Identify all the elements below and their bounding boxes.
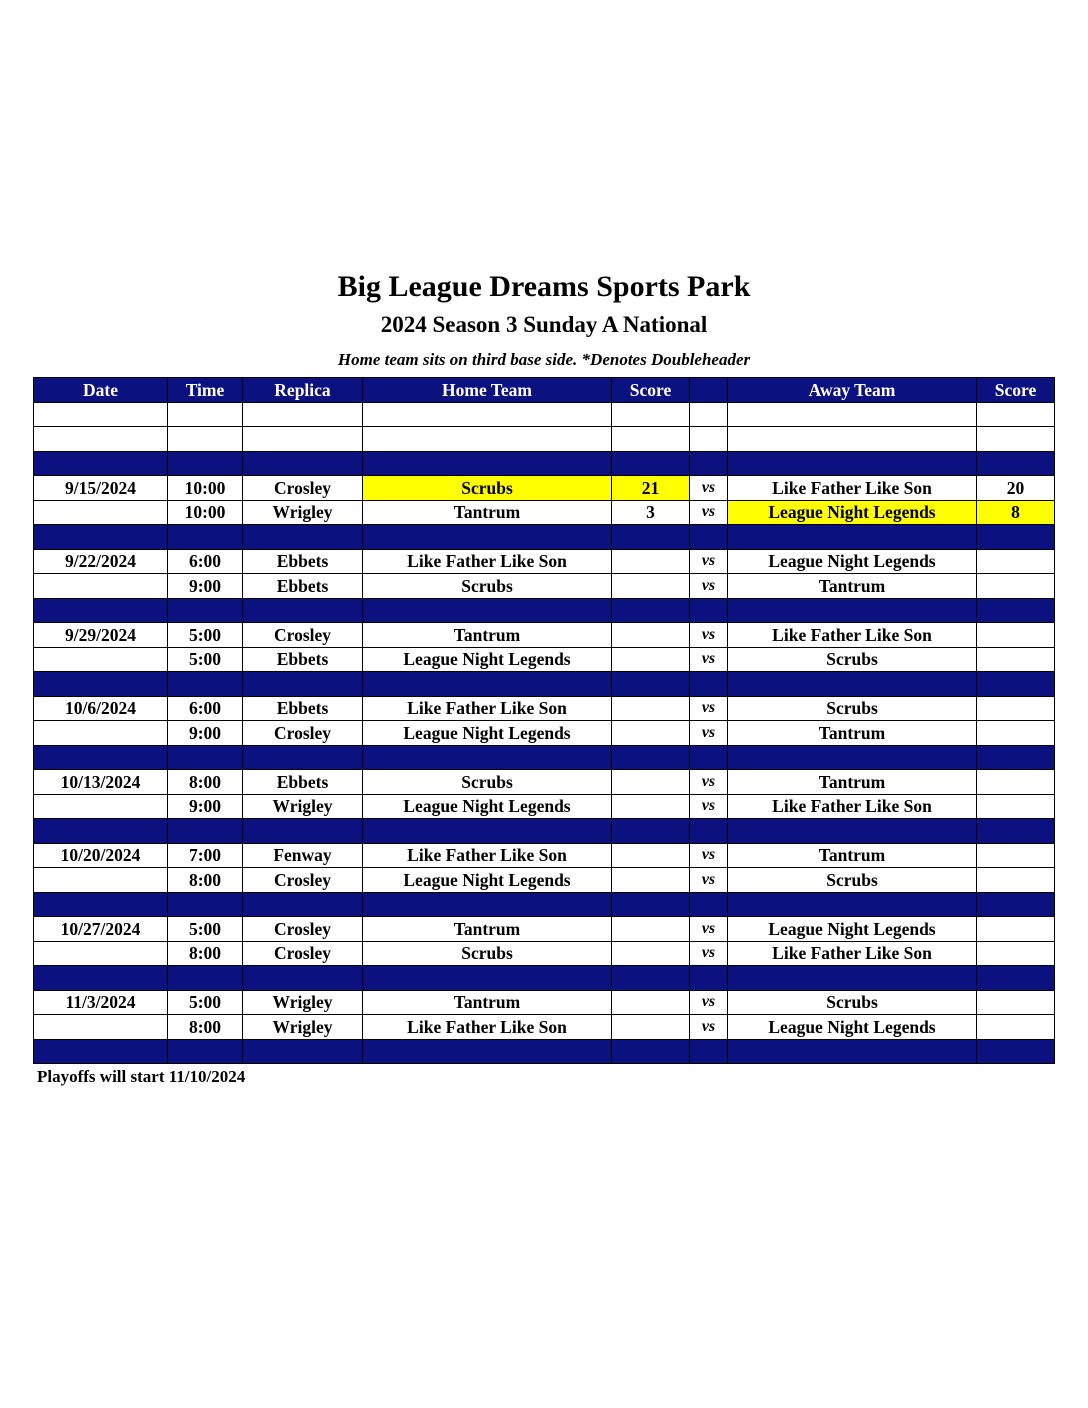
away-team-cell: Like Father Like Son [728,476,977,501]
replica-cell: Crosley [243,917,363,942]
empty-cell [363,598,612,623]
empty-cell [977,672,1055,697]
vs-cell: vs [690,500,728,525]
empty-cell [34,672,168,697]
date-cell: 9/29/2024 [34,623,168,648]
away-score-cell [977,770,1055,795]
empty-cell [34,892,168,917]
empty-cell [690,672,728,697]
empty-cell [728,745,977,770]
time-cell: 8:00 [168,770,243,795]
vs-cell: vs [690,917,728,942]
time-cell: 6:00 [168,696,243,721]
header-row [34,378,1055,403]
table-row [34,647,1055,672]
vs-cell: vs [690,990,728,1015]
home-score-cell [612,696,690,721]
home-team-cell: League Night Legends [363,721,612,746]
separator-row [34,966,1055,991]
table-row [34,941,1055,966]
away-team-cell: Tantrum [728,721,977,746]
empty-cell [363,402,612,427]
table-row [34,843,1055,868]
empty-cell [363,1039,612,1064]
date-cell [34,574,168,599]
date-cell [34,1015,168,1040]
empty-cell [168,966,243,991]
away-team-cell: League Night Legends [728,549,977,574]
column-header [690,378,728,403]
away-score-cell [977,1015,1055,1040]
home-team-cell: Tantrum [363,917,612,942]
vs-cell: vs [690,476,728,501]
empty-cell [612,598,690,623]
away-score-cell [977,696,1055,721]
time-cell: 8:00 [168,941,243,966]
separator-row [34,672,1055,697]
replica-cell: Crosley [243,868,363,893]
empty-cell [977,525,1055,550]
home-score-cell [612,623,690,648]
date-cell: 10/13/2024 [34,770,168,795]
home-team-cell: League Night Legends [363,868,612,893]
empty-cell [243,745,363,770]
separator-row [34,745,1055,770]
home-score-cell [612,1015,690,1040]
date-cell [34,941,168,966]
empty-cell [168,672,243,697]
replica-cell: Crosley [243,721,363,746]
away-team-cell: Tantrum [728,574,977,599]
empty-cell [34,966,168,991]
away-score-cell [977,647,1055,672]
time-cell: 6:00 [168,549,243,574]
time-cell: 5:00 [168,990,243,1015]
home-score-cell [612,843,690,868]
empty-cell [612,966,690,991]
replica-cell: Wrigley [243,1015,363,1040]
away-team-cell: Tantrum [728,843,977,868]
away-team-cell: Tantrum [728,770,977,795]
empty-cell [168,598,243,623]
away-score-cell [977,990,1055,1015]
empty-cell [34,525,168,550]
away-score-cell [977,721,1055,746]
time-cell: 5:00 [168,647,243,672]
date-cell: 9/15/2024 [34,476,168,501]
empty-cell [690,451,728,476]
empty-cell [168,745,243,770]
away-score-cell: 20 [977,476,1055,501]
table-row [34,696,1055,721]
empty-cell [728,819,977,844]
away-score-cell [977,868,1055,893]
empty-cell [977,598,1055,623]
table-row [34,476,1055,501]
table-row [34,500,1055,525]
empty-cell [34,427,168,452]
home-team-cell: Tantrum [363,500,612,525]
empty-cell [34,1039,168,1064]
vs-cell: vs [690,770,728,795]
home-team-cell: Tantrum [363,623,612,648]
away-score-cell [977,843,1055,868]
blank-row [34,402,1055,427]
replica-cell: Ebbets [243,770,363,795]
column-header: Time [168,378,243,403]
empty-cell [34,819,168,844]
separator-row [34,819,1055,844]
home-team-cell: Like Father Like Son [363,1015,612,1040]
empty-cell [363,745,612,770]
table-row [34,917,1055,942]
footer-note: Playoffs will start 11/10/2024 [37,1067,246,1086]
home-team-cell: Scrubs [363,770,612,795]
replica-cell: Wrigley [243,500,363,525]
replica-cell: Ebbets [243,696,363,721]
empty-cell [728,402,977,427]
replica-cell: Crosley [243,623,363,648]
empty-cell [728,966,977,991]
empty-cell [612,1039,690,1064]
table-row [34,794,1055,819]
empty-cell [363,892,612,917]
empty-cell [690,892,728,917]
separator-row [34,525,1055,550]
empty-cell [363,819,612,844]
vs-cell: vs [690,647,728,672]
time-cell: 8:00 [168,1015,243,1040]
date-cell [34,721,168,746]
home-team-cell: Scrubs [363,574,612,599]
table-row [34,1015,1055,1040]
empty-cell [168,525,243,550]
empty-cell [34,402,168,427]
home-team-cell: League Night Legends [363,647,612,672]
time-cell: 5:00 [168,917,243,942]
home-score-cell: 3 [612,500,690,525]
home-score-cell [612,794,690,819]
away-score-cell [977,941,1055,966]
empty-cell [243,966,363,991]
date-cell: 10/20/2024 [34,843,168,868]
home-team-cell: Like Father Like Son [363,843,612,868]
home-score-cell: 21 [612,476,690,501]
vs-cell: vs [690,941,728,966]
home-score-cell [612,549,690,574]
empty-cell [977,1039,1055,1064]
home-score-cell [612,868,690,893]
empty-cell [690,966,728,991]
empty-cell [168,402,243,427]
empty-cell [243,672,363,697]
away-score-cell [977,623,1055,648]
away-score-cell: 8 [977,500,1055,525]
empty-cell [690,402,728,427]
empty-cell [34,598,168,623]
time-cell: 5:00 [168,623,243,648]
time-cell: 9:00 [168,721,243,746]
empty-cell [363,966,612,991]
empty-cell [243,427,363,452]
empty-cell [363,427,612,452]
table-row [34,990,1055,1015]
empty-cell [690,598,728,623]
empty-cell [690,745,728,770]
vs-cell: vs [690,549,728,574]
empty-cell [612,672,690,697]
empty-cell [977,819,1055,844]
separator-row [34,451,1055,476]
away-team-cell: Like Father Like Son [728,623,977,648]
column-header: Replica [243,378,363,403]
vs-cell: vs [690,696,728,721]
home-score-cell [612,721,690,746]
empty-cell [728,892,977,917]
empty-cell [34,745,168,770]
time-cell: 10:00 [168,500,243,525]
time-cell: 7:00 [168,843,243,868]
vs-cell: vs [690,868,728,893]
replica-cell: Crosley [243,476,363,501]
empty-cell [612,819,690,844]
empty-cell [977,402,1055,427]
home-team-cell: Like Father Like Son [363,549,612,574]
away-score-cell [977,549,1055,574]
separator-row [34,1039,1055,1064]
away-team-cell: League Night Legends [728,500,977,525]
vs-cell: vs [690,574,728,599]
replica-cell: Ebbets [243,549,363,574]
away-team-cell: League Night Legends [728,1015,977,1040]
replica-cell: Fenway [243,843,363,868]
replica-cell: Ebbets [243,647,363,672]
empty-cell [168,451,243,476]
column-header: Score [977,378,1055,403]
date-cell: 10/27/2024 [34,917,168,942]
home-score-cell [612,770,690,795]
vs-cell: vs [690,623,728,648]
empty-cell [977,966,1055,991]
empty-cell [168,892,243,917]
empty-cell [34,451,168,476]
away-score-cell [977,794,1055,819]
away-team-cell: Scrubs [728,990,977,1015]
date-cell: 9/22/2024 [34,549,168,574]
empty-cell [977,745,1055,770]
empty-cell [243,525,363,550]
table-row [34,868,1055,893]
separator-row [34,598,1055,623]
empty-cell [363,672,612,697]
table-row [34,623,1055,648]
home-team-cell: Scrubs [363,941,612,966]
date-cell [34,500,168,525]
time-cell: 9:00 [168,574,243,599]
empty-cell [690,427,728,452]
empty-cell [243,819,363,844]
empty-cell [612,525,690,550]
home-team-cell: Tantrum [363,990,612,1015]
empty-cell [728,525,977,550]
empty-cell [612,427,690,452]
vs-cell: vs [690,1015,728,1040]
empty-cell [612,745,690,770]
empty-cell [728,672,977,697]
column-header: Home Team [363,378,612,403]
empty-cell [243,451,363,476]
replica-cell: Crosley [243,941,363,966]
page-title: Big League Dreams Sports Park [337,270,751,303]
schedule-body [34,402,1055,1064]
empty-cell [977,451,1055,476]
date-cell [34,794,168,819]
empty-cell [728,451,977,476]
away-team-cell: Like Father Like Son [728,941,977,966]
empty-cell [363,525,612,550]
home-team-cell: Like Father Like Son [363,696,612,721]
date-cell: 11/3/2024 [34,990,168,1015]
table-row [34,549,1055,574]
schedule-table [33,377,1055,1064]
replica-cell: Wrigley [243,794,363,819]
empty-cell [168,1039,243,1064]
time-cell: 9:00 [168,794,243,819]
away-team-cell: League Night Legends [728,917,977,942]
vs-cell: vs [690,794,728,819]
home-team-cell: League Night Legends [363,794,612,819]
home-score-cell [612,941,690,966]
home-team-cell: Scrubs [363,476,612,501]
table-row [34,721,1055,746]
page-note: Home team sits on third base side. *Denotes Doubleheader [337,350,751,369]
away-team-cell: Scrubs [728,647,977,672]
empty-cell [612,451,690,476]
date-cell [34,868,168,893]
away-team-cell: Like Father Like Son [728,794,977,819]
empty-cell [612,892,690,917]
home-score-cell [612,647,690,672]
empty-cell [728,598,977,623]
away-score-cell [977,574,1055,599]
table-row [34,574,1055,599]
vs-cell: vs [690,843,728,868]
empty-cell [728,1039,977,1064]
date-cell: 10/6/2024 [34,696,168,721]
empty-cell [243,402,363,427]
column-header: Score [612,378,690,403]
empty-cell [243,1039,363,1064]
empty-cell [977,427,1055,452]
empty-cell [690,819,728,844]
away-team-cell: Scrubs [728,696,977,721]
empty-cell [612,402,690,427]
empty-cell [690,525,728,550]
empty-cell [168,819,243,844]
empty-cell [168,427,243,452]
date-cell [34,647,168,672]
blank-row [34,427,1055,452]
replica-cell: Wrigley [243,990,363,1015]
empty-cell [977,892,1055,917]
home-score-cell [612,990,690,1015]
home-score-cell [612,917,690,942]
column-header: Date [34,378,168,403]
home-score-cell [612,574,690,599]
empty-cell [690,1039,728,1064]
column-header: Away Team [728,378,977,403]
vs-cell: vs [690,721,728,746]
time-cell: 8:00 [168,868,243,893]
empty-cell [363,451,612,476]
empty-cell [728,427,977,452]
replica-cell: Ebbets [243,574,363,599]
time-cell: 10:00 [168,476,243,501]
table-row [34,770,1055,795]
away-score-cell [977,917,1055,942]
empty-cell [243,598,363,623]
empty-cell [243,892,363,917]
page-subtitle: 2024 Season 3 Sunday A National [380,312,708,337]
away-team-cell: Scrubs [728,868,977,893]
separator-row [34,892,1055,917]
